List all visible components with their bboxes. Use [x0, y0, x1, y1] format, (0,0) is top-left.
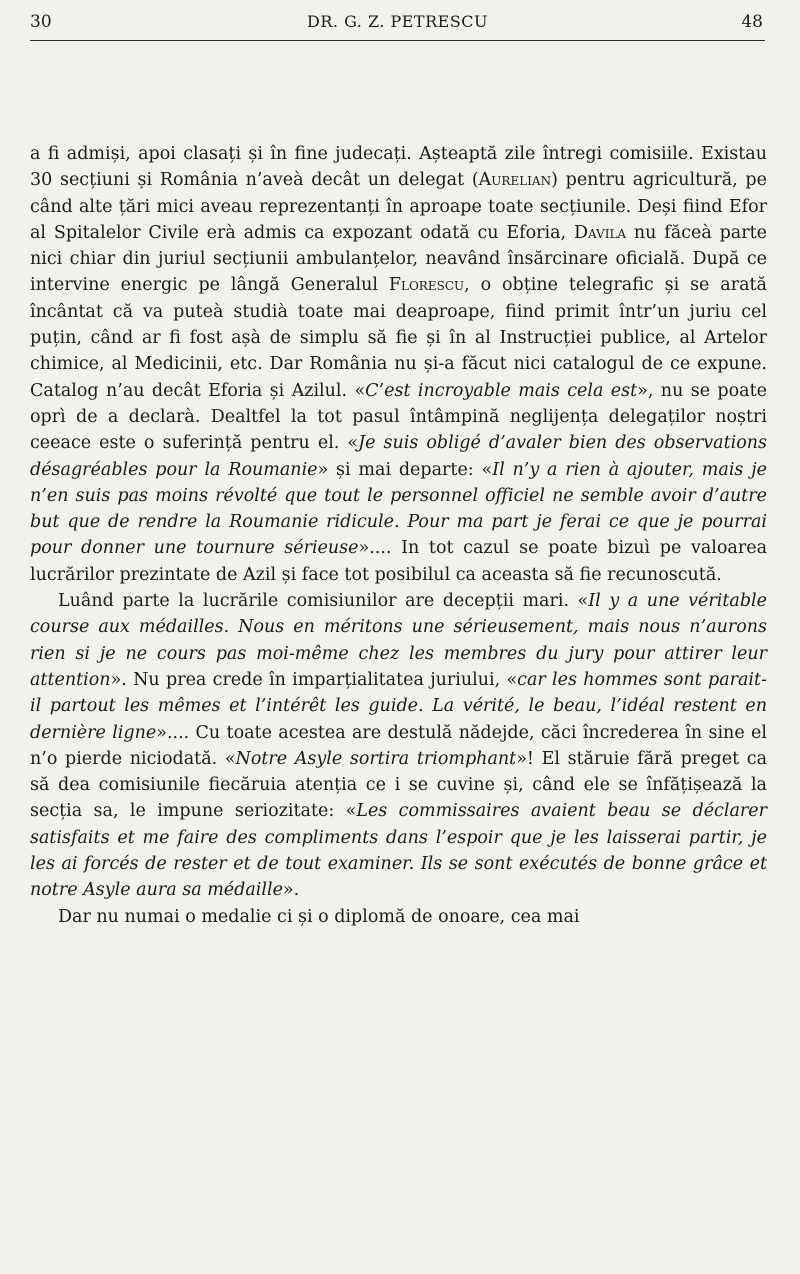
paragraph-1: [30, 141, 767, 588]
text-run: a fi admiși, apoi clasați și în fine judecați. Așteaptă zile întregi comisiile. Existau 30 secțiuni și România n’aveà decât un delegat (: [30, 144, 767, 191]
text-run: ».... In tot cazul se poate bizuì pe valoarea lucrărilor prezintate de Azil și face tot posibilul ca aceasta să fie recunoscută.: [30, 538, 768, 585]
text-run: » și mai departe: «: [317, 459, 493, 480]
running-header: [30, 10, 765, 41]
running-title: DR. G. Z. PETRESCU: [307, 12, 488, 31]
paragraph-3: [30, 904, 767, 930]
text-run: ) pentru agricultură, pe când alte țări mici aveau reprezentanți în aproape toate secțiunile. Deși fiind Efor al Spitalelor Civile erà admis ca expozant odată cu Eforia,: [30, 170, 767, 243]
small-caps-name: Davila: [573, 222, 627, 243]
small-caps-name: Florescu: [388, 275, 465, 296]
text-run: , o obține telegrafic și se arată încântat că va puteà studià toate mai deaproape, fiind primit într’un juriu cel puțin, când ar fi fost așà de simplu să fie și în al Instrucției publice, al Artelor chimice, al Medicinii, etc. Dar România nu și-a făcut nici catalogul de ce expune. Catalog n’au decât Eforia și Azilul. «: [30, 275, 767, 401]
italic-quote: Il y a une véritable course aux médailles. Nous en méritons une sérieusement, mais nous n’aurons rien si je ne cours pas moi-même chez les membres du jury pour attirer leur attention: [30, 591, 767, 690]
text-run: Luând parte la lucrările comisiunilor are decepții mari. «: [58, 591, 589, 612]
text-run: Dar nu numai o medalie ci și o diplomă de onoare, cea mai: [58, 906, 580, 927]
text-run: ».: [282, 880, 300, 901]
italic-quote: Notre Asyle sortira triomphant: [235, 748, 517, 769]
italic-quote: C’est incroyable mais cela est: [365, 380, 638, 401]
page-number: 30: [30, 12, 52, 32]
text-run: nu făceà parte nici chiar din juriul secțiunii ambulanțelor, neavând însărcinare oficială. După ce intervine energic pe lângă Generalul: [30, 222, 767, 296]
text-run: ». Nu prea crede în imparțialitatea juriului, «: [110, 669, 518, 690]
small-caps-name: Aurelian: [478, 170, 552, 191]
section-number: 48: [741, 12, 763, 32]
text-run: »! El stăruie fără preget ca să dea comisiunile fiecăruia atenția ce i se cuvine și, când ele se înfățișează la secția sa, le impune seriozitate: «: [30, 748, 767, 822]
italic-quote: car les hommes sont parait-il partout les mêmes et l’intérêt les guide. La vérité, le beau, l’idéal restent en dernière ligne: [30, 669, 767, 743]
italic-quote: Les commissaires avaient beau se déclarer satisfaits et me faire des compliments dans l’espoir que je les laisserai partir, je les ai forcés de rester et de tout examiner. Ils se sont exécutés de bonne grâce et notre Asyle aura sa médaille: [30, 801, 767, 901]
text-run: ».... Cu toate acestea are destulă nădejde, căci încrederea în sine el n’o pierde niciodată. «: [30, 722, 767, 769]
text-run: », nu se poate oprì de a declarà. Dealtfel la tot pasul întâmpină neglijența delegaților noștri ceeace este o suferință pentru el. «: [30, 380, 767, 454]
page-body: [30, 141, 767, 930]
italic-quote: Il n’y a rien à ajouter, mais je n’en suis pas moins révolté que tout le personnel officiel ne semble avoir d’autre but que de rendre la Roumanie ridicule. Pour ma part je ferai ce que je pourrai pour donner une tournure sérieuse: [30, 459, 767, 559]
italic-quote: Je suis obligé d’avaler bien des observations désagréables pour la Roumanie: [30, 433, 767, 480]
paragraph-2: [30, 588, 767, 904]
